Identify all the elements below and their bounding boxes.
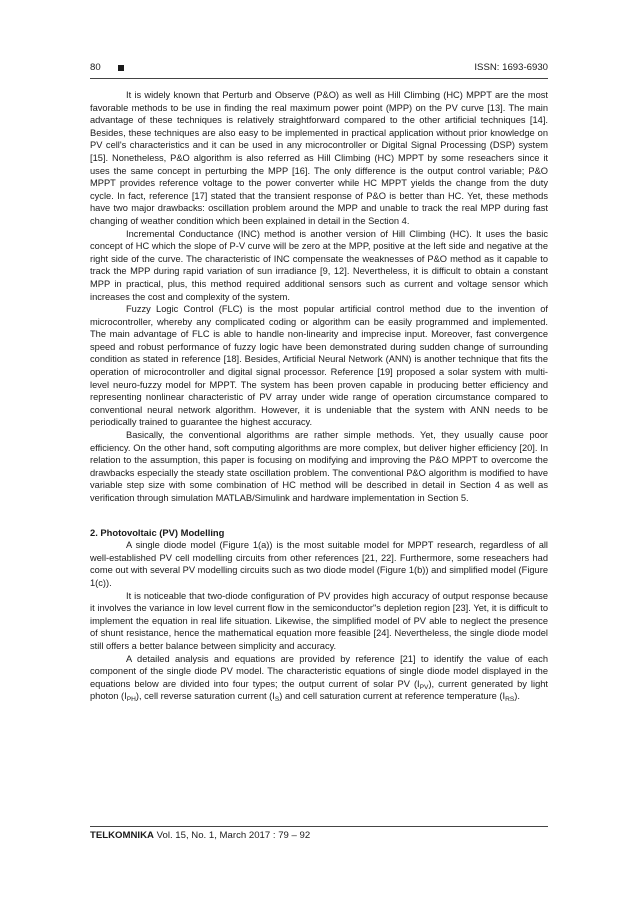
section-spacer (90, 505, 548, 527)
square-bullet-icon (118, 65, 124, 71)
page-footer (90, 830, 310, 841)
journal-citation: Vol. 15, No. 1, March 2017 : 79 – 92 (156, 830, 311, 841)
footer-divider (90, 826, 548, 827)
section-paragraph-2: It is noticeable that two-diode configuration of PV provides high accuracy of output response because it involves the variance in low level current flow in the semiconductor"s depletion region [23]. Yet, it is difficult to implement the equation in real life situation. Likewise, the simplified model of PV able to neglect the presence of shunt resistance, hence the mathematical equation more feasible [24]. Nevertheless, the single diode model still offers a better balance between simplicity and accuracy. (90, 590, 548, 651)
article-body (90, 89, 548, 703)
header-divider (90, 78, 548, 79)
issn-label: ISSN: 1693-6930 (474, 62, 548, 73)
section-paragraph-3: A detailed analysis and equations are provided by reference [21] to identify the value of each component of the single diode PV model. The characteristic equations of single diode model displayed in the equations below are divided into four types; the output current of solar PV $(I_{PV})$, current generated by light photon $(I_{PH})$, cell reverse saturation current $(I_S)$ and cell saturation current at reference temperature $(I_{RS})$. (90, 653, 548, 704)
intro-paragraph-4: Basically, the conventional algorithms are rather simple methods. Yet, they usually cause poor efficiency. On the other hand, soft computing algorithms are more complex, but deliver higher efficiency [20]. In relation to the assumption, this paper is focusing on modifying and improving the P&O MPPT to overcome the drawbacks especially the steady state oscillation problem. The conventional P&O algorithm is modified to have variable step size with some combination of HC method will be described in detail in Section 4 as well as verification through simulation MATLAB/Simulink and hardware implementation in Section 5. (90, 430, 548, 503)
page-number: 80 (90, 62, 101, 73)
section-paragraph-1: A single diode model (Figure 1(a)) is the most suitable model for MPPT research, regardless of all well-established PV cell modelling circuits from other references [21, 22]. Furthermore, some reseachers had come out with several PV modelling circuits such as two diode model (Figure 1(b)) and simplified model (Figure 1(c)). (90, 540, 548, 588)
page-header (90, 62, 548, 76)
intro-paragraph-2: Incremental Conductance (INC) method is another version of Hill Climbing (HC). It uses the basic concept of HC which the slope of P-V curve will be zero at the MPP, positive at the left side and negative at the right side of the curve. The characteristic of INC compensate the weaknesses of P&O method as it capable to track the MPP during rapid variation of sun irradiance [9, 12]. Nevertheless, it is difficult to obtain a constant MPP in practical, plus, this method required additional sensors such as current and voltage sensor which increases the cost and complexity of the system. (90, 228, 548, 302)
intro-paragraph-3: Fuzzy Logic Control (FLC) is the most popular artificial control method due to the invention of microcontroller, whereby any complicated coding or algorithm can be easily programmed and implemented. The main advantage of FLC is able to handle non-linearity and imprecise input. Moreover, fast convergence speed and robust performance of fuzzy logic have been demonstrated during sudden change of surrounding condition as stated in reference [18]. Besides, Artificial Neural Network (ANN) is another technique that fits the operation of microcontroller and digital signal processor. Reference [19] proposed a solar system with multi-level neuro-fuzzy model for MPPT. The system has been proven capable in producing better efficiency and representing nonlinear characteristic of PV array under wide range of operation circumstance compared to conventional neural network algorithm. However, it is undeniable that the system with ANN needs to be periodically trained to guarantee the highest accuracy. (90, 304, 548, 428)
journal-name: TELKOMNIKA (90, 830, 154, 841)
intro-paragraph-1: It is widely known that Perturb and Observe (P&O) as well as Hill Climbing (HC) MPPT are the most favorable methods to be use in finding the real maximum power point (MPP) on the PV curve [13]. The main advantage of these techniques is relatively straightforward compared to the other artificial techniques [14]. Besides, these techniques are also easy to be implemented in practical application without prior knowledge on PV cell's characteristics and it can be used in any microcontroller or Digital Signal Processing (DSP) system [15]. Nonetheless, P&O algorithm is also referred as Hill Climbing (HC) MPPT by some reseachers since it uses the same concept in perturbing the MPP [16]. The only difference is the output control variable; P&O MPPT provides reference voltage to the power converter while HC MPPT yields the change from the duty cycle. In fact, reference [17] stated that the transient response of P&O is better than HC. Yet, these methods have two major drawbacks: oscillation problem around the MPP and unable to track the real MPP during fast changing of weather condition which been explained in detail in the Section 4. (90, 90, 548, 226)
section-heading: 2. Photovoltaic (PV) Modelling (90, 526, 225, 538)
